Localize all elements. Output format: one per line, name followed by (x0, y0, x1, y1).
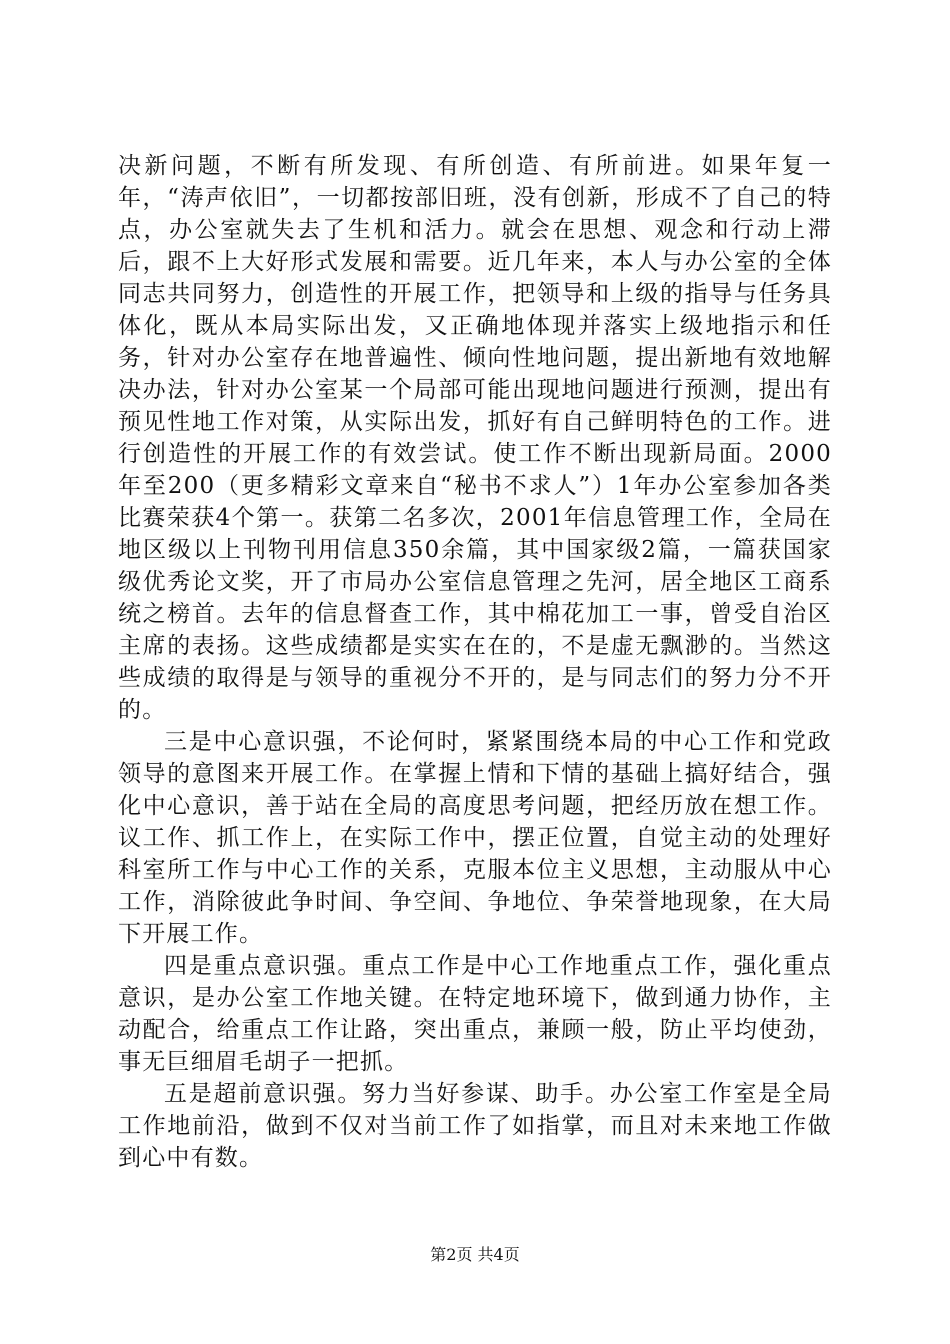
paragraph-advance-awareness: 五是超前意识强。努力当好参谋、助手。办公室工作室是全局工作地前沿，做到不仅对当前工作了如指掌，而且对未来地工作做到心中有数。 (118, 1081, 832, 1171)
paragraph-key-awareness: 四是重点意识强。重点工作是中心工作地重点工作，强化重点意识，是办公室工作地关键。在特定地环境下，做到通力协作，主动配合，给重点工作让路，突出重点，兼顾一般，防止平均使劲，事无巨细眉毛胡子一把抓。 (118, 953, 832, 1075)
document-body (118, 150, 832, 1174)
paragraph-center-awareness: 三是中心意识强，不论何时，紧紧围绕本局的中心工作和党政领导的意图来开展工作。在掌握上情和下情的基础上搞好结合，强化中心意识，善于站在全局的高度思考问题，把经历放在想工作。议工作、抓工作上，在实际工作中，摆正位置，自觉主动的处理好科室所工作与中心工作的关系，克服本位主义思想，主动服从中心工作，消除彼此争时间、争空间、争地位、争荣誉地现象，在大局下开展工作。 (118, 729, 832, 947)
page-number-footer: 第2页 共4页 (430, 1245, 520, 1264)
paragraph-continuation: 决新问题，不断有所发现、有所创造、有所前进。如果年复一年，“涛声依旧”，一切都按部旧班，没有创新，形成不了自己的特点，办公室就失去了生机和活力。就会在思想、观念和行动上滞后，跟不上大好形式发展和需要。近几年来，本人与办公室的全体同志共同努力，创造性的开展工作，把领导和上级的指导与任务具体化，既从本局实际出发，又正确地体现并落实上级地指示和任务，针对办公室存在地普遍性、倾向性地问题，提出新地有效地解决办法，针对办公室某一个局部可能出现地问题进行预测，提出有预见性地工作对策，从实际出发，抓好有自己鲜明特色的工作。进行创造性的开展工作的有效尝试。使工作不断出现新局面。2000年至200（更多精彩文章来自“秘书不求人”）1年办公室参加各类比赛荣获4个第一。获第二名多次，2001年信息管理工作，全局在地区级以上刊物刊用信息350余篇，其中国家级2篇，一篇获国家级优秀论文奖，开了市局办公室信息管理之先河，居全地区工商系统之榜首。去年的信息督查工作，其中棉花加工一事，曾受自治区主席的表扬。这些成绩都是实实在在的，不是虚无飘渺的。当然这些成绩的取得是与领导的重视分不开的，是与同志们的努力分不开的。 (118, 153, 832, 723)
